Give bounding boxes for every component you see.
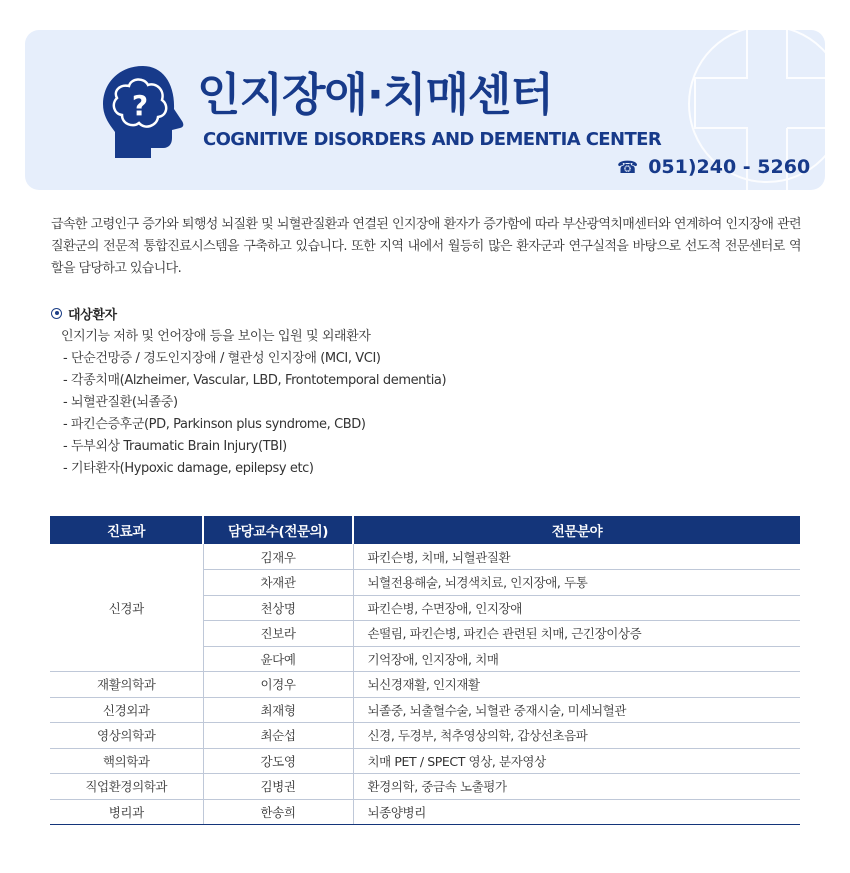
specialty-cell: 뇌졸중, 뇌출혈수술, 뇌혈관 중재시술, 미세뇌혈관 bbox=[353, 697, 800, 723]
table-row bbox=[50, 799, 800, 825]
specialty-cell: 기억장애, 인지장애, 치매 bbox=[353, 646, 800, 672]
specialty-cell: 뇌종양병리 bbox=[353, 799, 800, 825]
department-cell: 신경외과 bbox=[50, 697, 203, 723]
list-item: - 단순건망증 / 경도인지장애 / 혈관성 인지장애 (MCI, VCI) bbox=[63, 351, 381, 366]
circle-bullet-icon bbox=[51, 308, 62, 319]
table-row bbox=[50, 697, 800, 723]
head-question-icon bbox=[97, 62, 189, 162]
list-item: - 두부외상 Traumatic Brain Injury(TBI) bbox=[63, 439, 287, 454]
professor-cell: 김재우 bbox=[203, 544, 353, 570]
specialist-table bbox=[50, 516, 800, 825]
center-subtitle: COGNITIVE DISORDERS AND DEMENTIA CENTER bbox=[203, 129, 662, 150]
professor-cell: 이경우 bbox=[203, 672, 353, 698]
list-item: - 파킨슨증후군(PD, Parkinson plus syndrome, CBD) bbox=[63, 417, 366, 432]
column-header-professor: 담당교수(전문의) bbox=[203, 516, 353, 544]
target-summary: 인지기능 저하 및 언어장애 등을 보이는 입원 및 외래환자 bbox=[61, 329, 371, 344]
department-cell: 직업환경의학과 bbox=[50, 774, 203, 800]
target-heading-text: 대상환자 bbox=[68, 307, 117, 323]
list-item: - 각종치매(Alzheimer, Vascular, LBD, Frontotemporal dementia) bbox=[63, 373, 447, 388]
center-title: 인지장애·치매센터 bbox=[197, 68, 553, 121]
phone-text: 051)240 - 5260 bbox=[648, 156, 811, 178]
target-patients-heading bbox=[51, 304, 811, 322]
professor-cell: 최재형 bbox=[203, 697, 353, 723]
professor-cell: 진보라 bbox=[203, 621, 353, 647]
table-row bbox=[50, 748, 800, 774]
specialty-cell: 파킨슨병, 수면장애, 인지장애 bbox=[353, 595, 800, 621]
specialty-cell: 신경, 두경부, 척추영상의학, 갑상선초음파 bbox=[353, 723, 800, 749]
table-row bbox=[50, 544, 800, 570]
specialty-cell: 치매 PET / SPECT 영상, 분자영상 bbox=[353, 748, 800, 774]
department-cell: 병리과 bbox=[50, 799, 203, 825]
department-cell: 핵의학과 bbox=[50, 748, 203, 774]
svg-text:?: ? bbox=[131, 89, 149, 122]
specialty-cell: 손떨림, 파킨슨병, 파킨슨 관련된 치매, 근긴장이상증 bbox=[353, 621, 800, 647]
specialty-cell: 환경의학, 중금속 노출평가 bbox=[353, 774, 800, 800]
center-introduction: 급속한 고령인구 증가와 퇴행성 뇌질환 및 뇌혈관질환과 연결된 인지장애 환자가 증가함에 따라 부산광역치매센터와 연계하여 인지장애 관련 질환군의 전문적 통합진료시스템을 구축하고 있습니다. 또한 지역 내에서 월등히 많은 환자군과 연구실적을 바탕으로 선도적 전문센터로 역할을 담당하고 있습니다. bbox=[51, 217, 801, 276]
phone-number[interactable] bbox=[617, 156, 810, 178]
department-cell: 영상의학과 bbox=[50, 723, 203, 749]
specialty-cell: 파킨슨병, 치매, 뇌혈관질환 bbox=[353, 544, 800, 570]
telephone-icon: ☎ bbox=[617, 158, 639, 178]
professor-cell: 차재관 bbox=[203, 570, 353, 596]
specialty-cell: 뇌혈전용해술, 뇌경색치료, 인지장애, 두통 bbox=[353, 570, 800, 596]
table-row bbox=[50, 774, 800, 800]
table-header-row bbox=[50, 516, 800, 544]
table-row bbox=[50, 723, 800, 749]
table-row bbox=[50, 672, 800, 698]
professor-cell: 김병권 bbox=[203, 774, 353, 800]
target-patients-section bbox=[51, 304, 811, 480]
professor-cell: 한송희 bbox=[203, 799, 353, 825]
professor-cell: 윤다예 bbox=[203, 646, 353, 672]
department-cell: 재활의학과 bbox=[50, 672, 203, 698]
department-cell: 신경과 bbox=[50, 544, 203, 672]
professor-cell: 최순섭 bbox=[203, 723, 353, 749]
center-header-banner bbox=[25, 30, 825, 190]
professor-cell: 강도영 bbox=[203, 748, 353, 774]
target-condition-list bbox=[51, 348, 811, 480]
column-header-department: 진료과 bbox=[50, 516, 203, 544]
list-item: - 기타환자(Hypoxic damage, epilepsy etc) bbox=[63, 461, 314, 476]
list-item: - 뇌혈관질환(뇌졸중) bbox=[63, 395, 178, 410]
specialty-cell: 뇌신경재활, 인지재활 bbox=[353, 672, 800, 698]
column-header-specialty: 전문분야 bbox=[353, 516, 800, 544]
professor-cell: 천상명 bbox=[203, 595, 353, 621]
